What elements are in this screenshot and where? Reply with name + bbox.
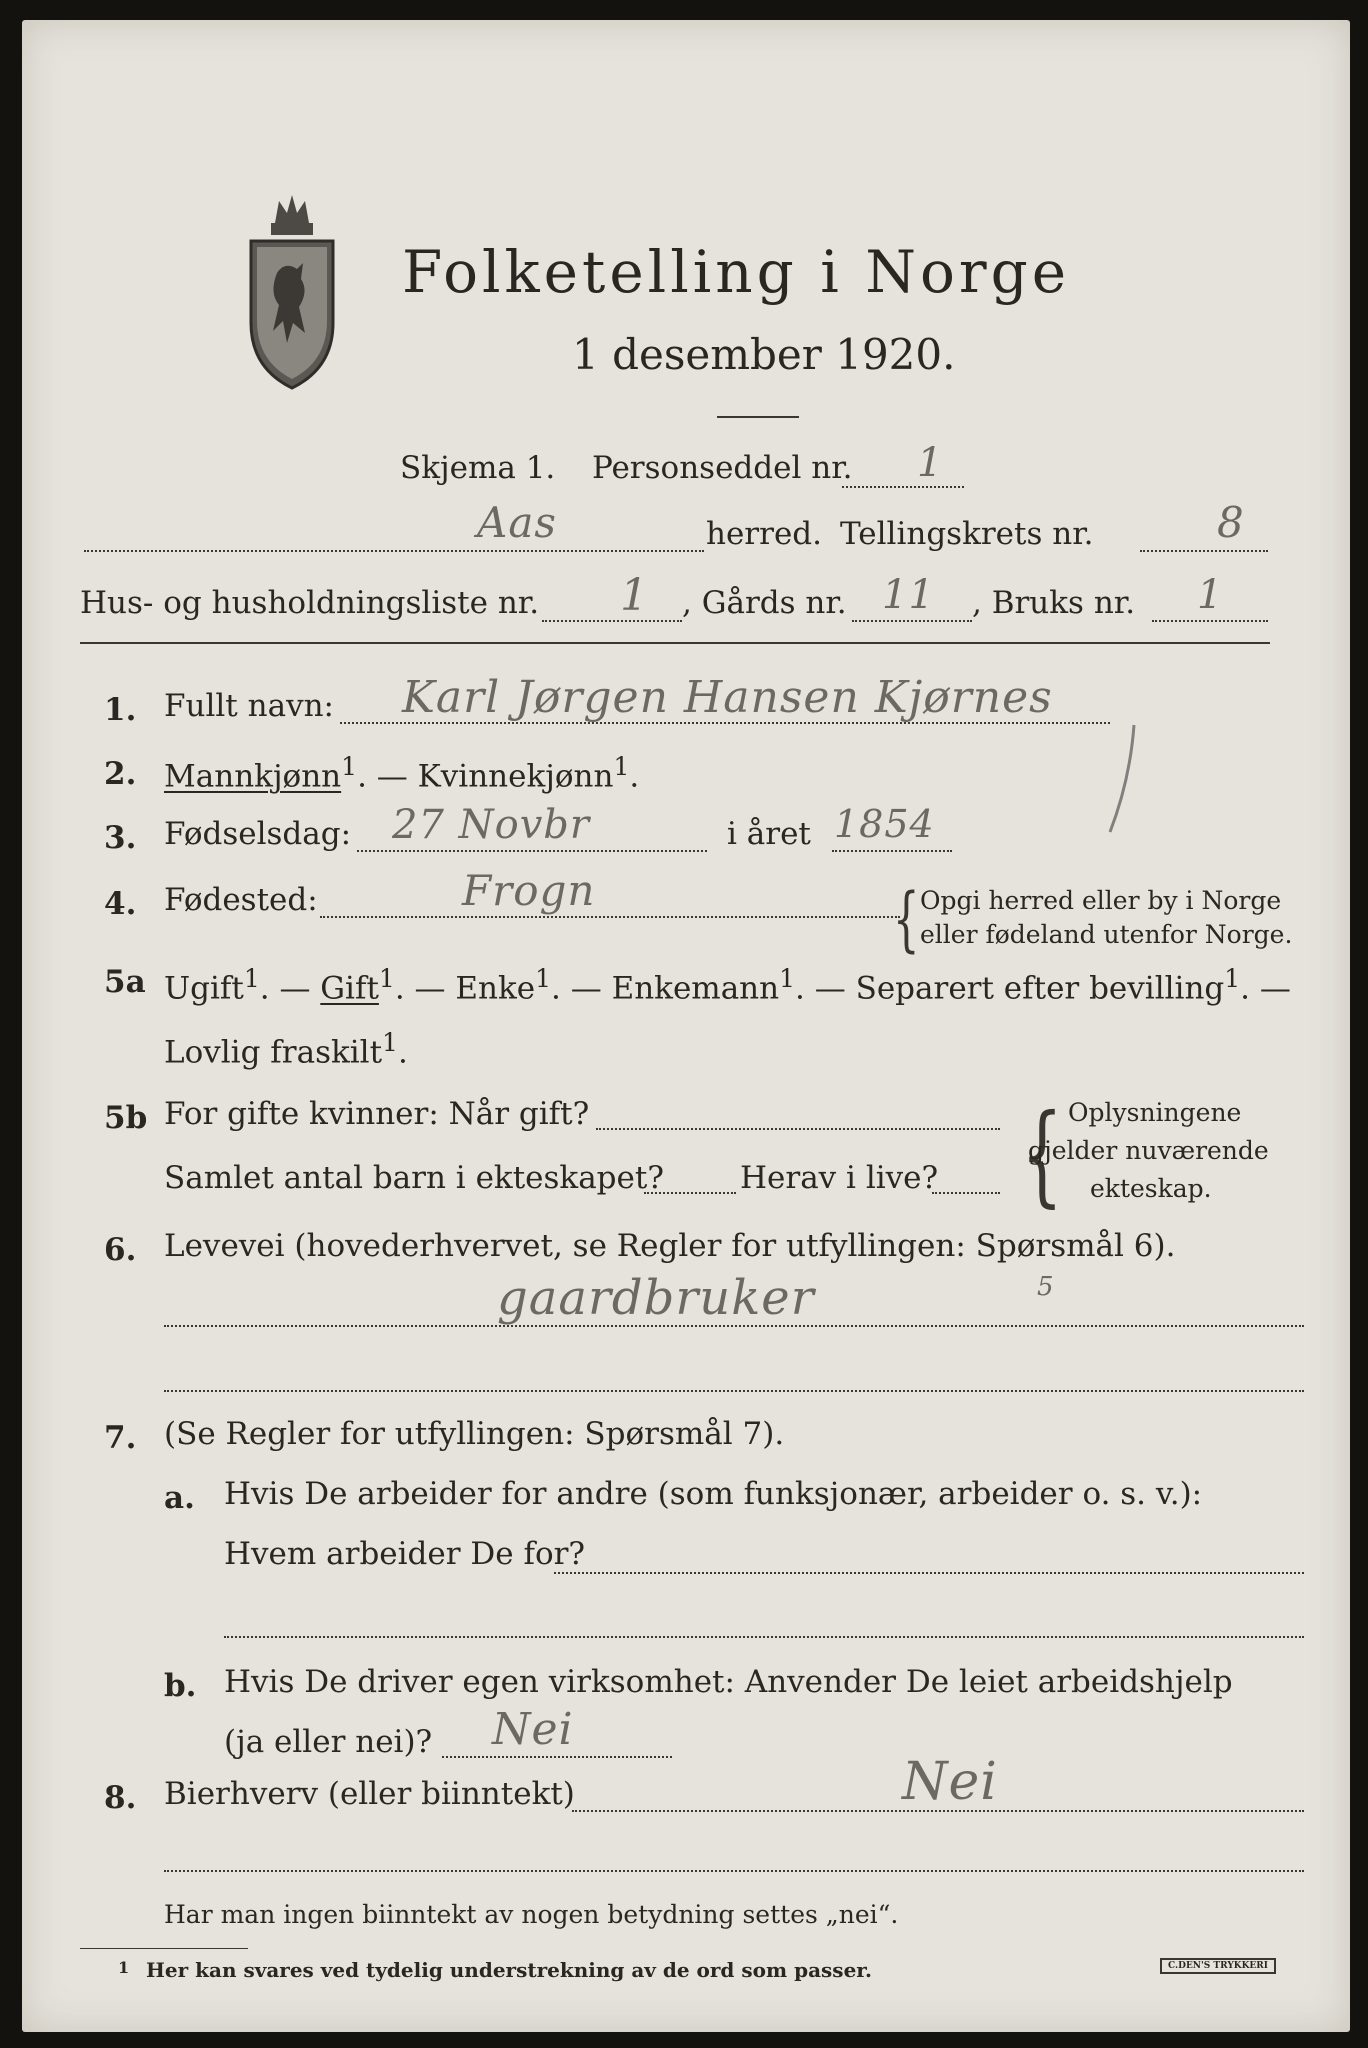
q7a-line-2	[224, 1636, 1304, 1638]
q3-year-value: 1854	[834, 802, 935, 846]
q2-number: 2.	[104, 756, 137, 792]
q1-number: 1.	[104, 692, 137, 728]
q1-value: Karl Jørgen Hansen Kjørnes	[402, 672, 1053, 723]
q4-note-line2: eller fødeland utenfor Norge.	[920, 920, 1293, 949]
q5b-married-line	[596, 1128, 1000, 1130]
personseddel-label: Personseddel nr.	[592, 450, 853, 486]
q5b-note-line3: ekteskap.	[1090, 1174, 1212, 1203]
footnote-text: Her kan svares ved tydelig understrekning av de ord som passer.	[146, 1958, 872, 1982]
tellingskrets-line	[1140, 550, 1268, 552]
q7b-line	[442, 1756, 672, 1758]
q3-year-label: i året	[727, 816, 811, 852]
footnote-rule	[80, 1948, 248, 1949]
q5a-options: Ugift$^1$. — Gift$^1$. — Enke$^1$. — Enkemann$^1$. — Separert efter bevilling$^1$. —	[164, 964, 1291, 1007]
header-rule	[80, 642, 1270, 644]
q5b-note-line2: gjelder nuværende	[1028, 1136, 1269, 1165]
gards-line	[852, 620, 972, 622]
q5b-alive-label: Herav i live?	[740, 1160, 939, 1196]
q6-number: 6.	[104, 1232, 137, 1268]
q6-value: gaardbruker	[497, 1270, 815, 1326]
q5a-fraskilt: Lovlig fraskilt$^1$.	[164, 1028, 408, 1071]
bruks-line	[1152, 620, 1268, 622]
footer-note: Har man ingen biinntekt av nogen betydning settes „nei“.	[164, 1900, 899, 1929]
q7a-label: Hvis De arbeider for andre (som funksjonær, arbeider o. s. v.):	[224, 1476, 1203, 1512]
q5b-brace: {	[1021, 1090, 1063, 1218]
q6-label: Levevei (hovederhvervet, se Regler for utfyllingen: Spørsmål 6).	[164, 1228, 1176, 1264]
q8-line-2	[164, 1870, 1304, 1872]
bruks-value: 1	[1197, 572, 1224, 618]
q5a-separert-option[interactable]: Separert efter bevilling	[855, 970, 1225, 1007]
husholdningsliste-line	[542, 620, 682, 622]
q6-line-1	[164, 1325, 1304, 1327]
gards-value: 11	[882, 572, 935, 618]
q7-label: (Se Regler for utfyllingen: Spørsmål 7).	[164, 1416, 785, 1452]
q2-male-option[interactable]: Mannkjønn	[164, 758, 342, 795]
q1-handwritten-stroke	[1102, 720, 1142, 840]
q7a-question: Hvem arbeider De for?	[224, 1536, 586, 1572]
q4-note-line1: Opgi herred eller by i Norge	[920, 886, 1282, 915]
tellingskrets-value: 8	[1217, 498, 1245, 547]
q1-label: Fullt navn:	[164, 688, 334, 724]
form-title: Folketelling i Norge	[402, 238, 1071, 306]
q8-number: 8.	[104, 1780, 137, 1816]
herred-label: herred.	[706, 516, 822, 552]
q5b-label: For gifte kvinner: Når gift?	[164, 1096, 590, 1132]
husholdningsliste-value: 1	[620, 570, 649, 621]
q5b-children-line	[644, 1192, 736, 1194]
q6-code-mark: 5	[1037, 1272, 1055, 1302]
q7b-question: (ja eller nei)?	[224, 1724, 433, 1760]
personseddel-value: 1	[917, 440, 944, 486]
q5a-enke-option[interactable]: Enke	[455, 970, 536, 1007]
census-date: 1 desember 1920.	[572, 330, 956, 379]
skjema-label: Skjema 1.	[400, 450, 556, 486]
q3-number: 3.	[104, 820, 137, 856]
q7b-value: Nei	[492, 1704, 574, 1755]
q7b-label: Hvis De driver egen virksomhet: Anvender De leiet arbeidshjelp	[224, 1664, 1233, 1700]
q5a-ugift-option[interactable]: Ugift	[164, 970, 244, 1007]
herred-line	[84, 550, 704, 552]
q3-year-line	[832, 850, 952, 852]
bruks-label: , Bruks nr.	[972, 585, 1136, 621]
personseddel-line	[842, 486, 964, 488]
tellingskrets-label: Tellingskrets nr.	[840, 516, 1094, 552]
q5b-number: 5b	[104, 1100, 148, 1136]
q7-number: 7.	[104, 1420, 137, 1456]
title-divider	[717, 416, 799, 418]
q2-options: Mannkjønn$^1$. — Kvinnekjønn$^1$.	[164, 752, 640, 795]
q2-female-option[interactable]: Kvinnekjønn	[417, 758, 614, 795]
q8-value: Nei	[902, 1752, 998, 1812]
census-form-sheet	[22, 20, 1350, 2032]
q4-number: 4.	[104, 886, 137, 922]
q5b-children-label: Samlet antal barn i ekteskapet?	[164, 1160, 664, 1196]
q4-brace: {	[892, 878, 920, 960]
q3-label: Fødselsdag:	[164, 816, 352, 852]
q5a-number: 5a	[104, 964, 146, 1000]
q4-line	[320, 916, 900, 918]
q3-value: 27 Novbr	[392, 802, 591, 848]
gards-label: , Gårds nr.	[682, 585, 847, 621]
q5b-note-line1: Oplysningene	[1068, 1098, 1242, 1127]
printer-stamp: C.DEN'S TRYKKERI	[1160, 1958, 1276, 1974]
q4-value: Frogn	[462, 866, 596, 915]
q5a-fraskilt-option[interactable]: Lovlig fraskilt	[164, 1034, 383, 1071]
q7a-line-1	[554, 1572, 1304, 1574]
q6-line-2	[164, 1390, 1304, 1392]
q4-label: Fødested:	[164, 882, 318, 918]
husholdningsliste-label: Hus- og husholdningsliste nr.	[80, 585, 540, 621]
q7b-letter: b.	[164, 1668, 197, 1704]
coat-of-arms-icon	[247, 183, 337, 393]
q5b-alive-line	[932, 1192, 1000, 1194]
herred-value: Aas	[477, 498, 557, 547]
q3-line	[357, 850, 707, 852]
footnote-mark: 1	[118, 1958, 130, 1977]
q5a-gift-option[interactable]: Gift	[320, 970, 379, 1007]
q5a-enkemann-option[interactable]: Enkemann	[611, 970, 780, 1007]
q8-label: Bierhverv (eller biinntekt)	[164, 1776, 575, 1812]
q7a-letter: a.	[164, 1480, 195, 1516]
